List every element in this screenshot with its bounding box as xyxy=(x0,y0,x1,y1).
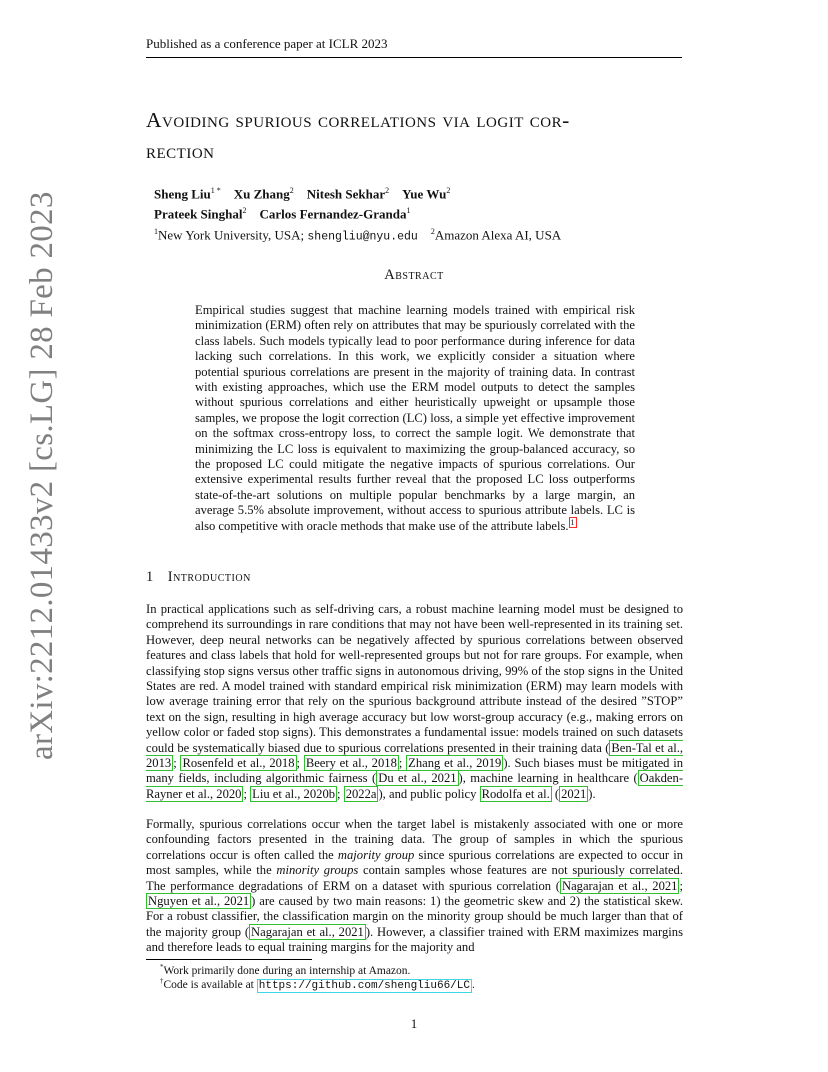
affiliations xyxy=(154,223,561,245)
author-name: Nitesh Sekhar xyxy=(306,186,386,202)
citation-link[interactable]: Beery et al., 2018 xyxy=(305,756,397,771)
author-email[interactable]: shengliu@nyu.edu xyxy=(307,229,418,243)
author-name: Prateek Singhal xyxy=(154,206,243,222)
paper-title xyxy=(146,105,691,167)
section-title: Introduction xyxy=(167,569,251,585)
running-header: Published as a conference paper at ICLR 2023 xyxy=(146,36,682,58)
footnote-mark: * xyxy=(160,963,164,971)
author-block xyxy=(154,182,561,245)
emphasis-text: minority groups xyxy=(276,863,359,878)
affiliation-mark: 2 xyxy=(446,186,451,195)
citation-link[interactable]: Ben-Tal et al., 2013 xyxy=(146,740,683,771)
affiliation-mark: 2 xyxy=(430,226,435,236)
footnote-text: Code is available at xyxy=(163,978,257,991)
paragraph-text: Formally, spurious correlations occur when the target label is mistakenly associated with one or more confounding factors presented in the training data. The group of samples in which the spurious correlations occur is often called the xyxy=(146,817,683,862)
affiliation-1: New York University, USA; xyxy=(158,226,305,242)
title-line-2: rection xyxy=(146,139,215,163)
citation-link[interactable]: Liu et al., 2020b xyxy=(252,786,336,801)
intro-paragraph-1 xyxy=(146,602,683,802)
footnote-1 xyxy=(160,963,410,977)
affiliation-mark: 1 xyxy=(154,226,158,236)
citation-link[interactable]: Zhang et al., 2019 xyxy=(408,756,502,771)
author-name: Sheng Liu xyxy=(154,186,211,202)
footnote-text: Work primarily done during an internship at Amazon. xyxy=(163,964,411,977)
paragraph-text: ; xyxy=(173,756,181,771)
footnote-2 xyxy=(160,977,475,992)
paragraph-text: ) are caused by two main reasons: 1) the geometric skew and 2) the statistical skew. For a robust classifier, the classification margin on the minority group should be much larger than that of the majority group ( xyxy=(146,894,684,939)
affiliation-2: Amazon Alexa AI, USA xyxy=(434,226,562,242)
title-line-1: Avoiding spurious correlations via logit cor- xyxy=(146,108,570,132)
citation-link[interactable]: Nagarajan et al., 2021 xyxy=(251,924,364,939)
citation-link[interactable]: Nguyen et al., 2021 xyxy=(148,894,250,909)
abstract-body xyxy=(195,303,635,534)
arxiv-stamp: arXiv:2212.01433v2 [cs.LG] 28 Feb 2023 xyxy=(24,191,60,760)
paragraph-text: contain samples whose features are not spuriously correlated. The performance degradations of ERM on a dataset with spurious correlation ( xyxy=(146,863,683,893)
paragraph-text: ; xyxy=(296,756,304,771)
code-url-link[interactable]: https://github.com/shengliu66/LC xyxy=(258,979,470,992)
footnote-divider xyxy=(146,959,312,960)
affiliation-mark: 1 xyxy=(406,206,411,216)
affiliation-mark: 1 * xyxy=(210,186,221,195)
affiliation-mark: 2 xyxy=(242,206,247,216)
affiliation-mark: 2 xyxy=(385,186,390,195)
author-line-2 xyxy=(154,202,561,222)
paragraph-text: ; xyxy=(243,786,251,801)
footnote-mark: † xyxy=(160,977,164,985)
section-heading xyxy=(146,569,251,586)
citation-link[interactable]: Du et al., 2021 xyxy=(378,771,457,786)
footnote-text: . xyxy=(471,978,475,991)
emphasis-text: majority group xyxy=(337,847,415,862)
author-name: Yue Wu xyxy=(402,186,447,202)
citation-link[interactable]: Oakden-Rayner et al., 2020 xyxy=(146,771,684,801)
citation-link[interactable]: Nagarajan et al., 2021 xyxy=(561,878,678,893)
citation-link[interactable]: Rosenfeld et al., 2018 xyxy=(182,756,295,771)
section-number: 1 xyxy=(146,569,154,585)
intro-paragraph-2 xyxy=(146,817,683,956)
affiliation-mark: 2 xyxy=(289,186,294,195)
paragraph-text: In practical applications such as self-driving cars, a robust machine learning model must be designed to comprehend its surroundings in rare conditions that may not have been well-represented in its training set. However, deep neural networks can be negatively affected by spurious correlations between observed features and class labels that hold for well-represented groups but not for rare groups. For example, when classifying stop signs versus other traffic signs in autonomous driving, 99% of the stop signs in the United States are red. A model trained with standard empirical risk minimization (ERM) may learn models with low average training error that rely on the spurious background attribute instead of the desired ”STOP” text on the sign, resulting in high average accuracy but low worst-group accuracy (e.g., making errors on yellow color or faded stop signs). This demonstrates a fundamental issue: models trained on such datasets could be systematically biased due to spurious correlations presented in their training data ( xyxy=(146,602,683,755)
paragraph-text: ( xyxy=(551,786,560,801)
paragraph-text: ), and public policy xyxy=(378,786,480,801)
footnote-link[interactable]: 1 xyxy=(570,517,575,527)
author-line-1 xyxy=(154,182,561,202)
author-name: Xu Zhang xyxy=(233,186,290,202)
page-number: 1 xyxy=(410,1016,418,1031)
author-name: Carlos Fernandez-Granda xyxy=(259,206,407,222)
paragraph-text: ). Such biases must be mitigated in many fields, including algorithmic fairness ( xyxy=(146,756,684,786)
citation-link[interactable]: 2022a xyxy=(345,786,377,801)
abstract-heading: Abstract xyxy=(384,267,444,283)
abstract-text: Empirical studies suggest that machine learning models trained with empirical risk minimization (ERM) often rely on attributes that may be spuriously correlated with the class labels. Such models typically lead to poor performance during inference for data lacking such correlations. In this work, we explicitly consider a situation where potential spurious correlations are present in the majority of training data. In contrast with existing approaches, which use the ERM model outputs to detect the samples without spurious correlations and either heuristically upweight or upsample those samples, we propose the logit correction (LC) loss, a simple yet effective improvement on the softmax cross-entropy loss, to correct the sample logit. We demonstrate that minimizing the LC loss is equivalent to maximizing the group-balanced accuracy, so the proposed LC could mitigate the negative impacts of spurious correlations. Our extensive experimental results further reveal that the proposed LC loss outperforms state-of-the-art solutions on multiple popular benchmarks by a large margin, an average 5.5% absolute improvement, without access to spurious attribute labels. LC is also competitive with oracle methods that make use of the attribute labels. xyxy=(195,303,635,533)
citation-link[interactable]: 2021 xyxy=(561,786,587,801)
paragraph-text: ), machine learning in healthcare ( xyxy=(458,771,638,786)
paragraph-text: since spurious correlations are expected to occur in most samples, while the xyxy=(146,847,683,878)
citation-link[interactable]: Rodolfa et al. xyxy=(481,786,550,801)
paragraph-text: ; xyxy=(679,878,683,893)
paragraph-text: ). However, a classifier trained with ERM maximizes margins and therefore leads to equal training margins for the majority and xyxy=(146,924,683,955)
paragraph-text: ). xyxy=(588,786,596,801)
paragraph-text: ; xyxy=(398,756,407,771)
paragraph-text: ; xyxy=(337,786,344,801)
